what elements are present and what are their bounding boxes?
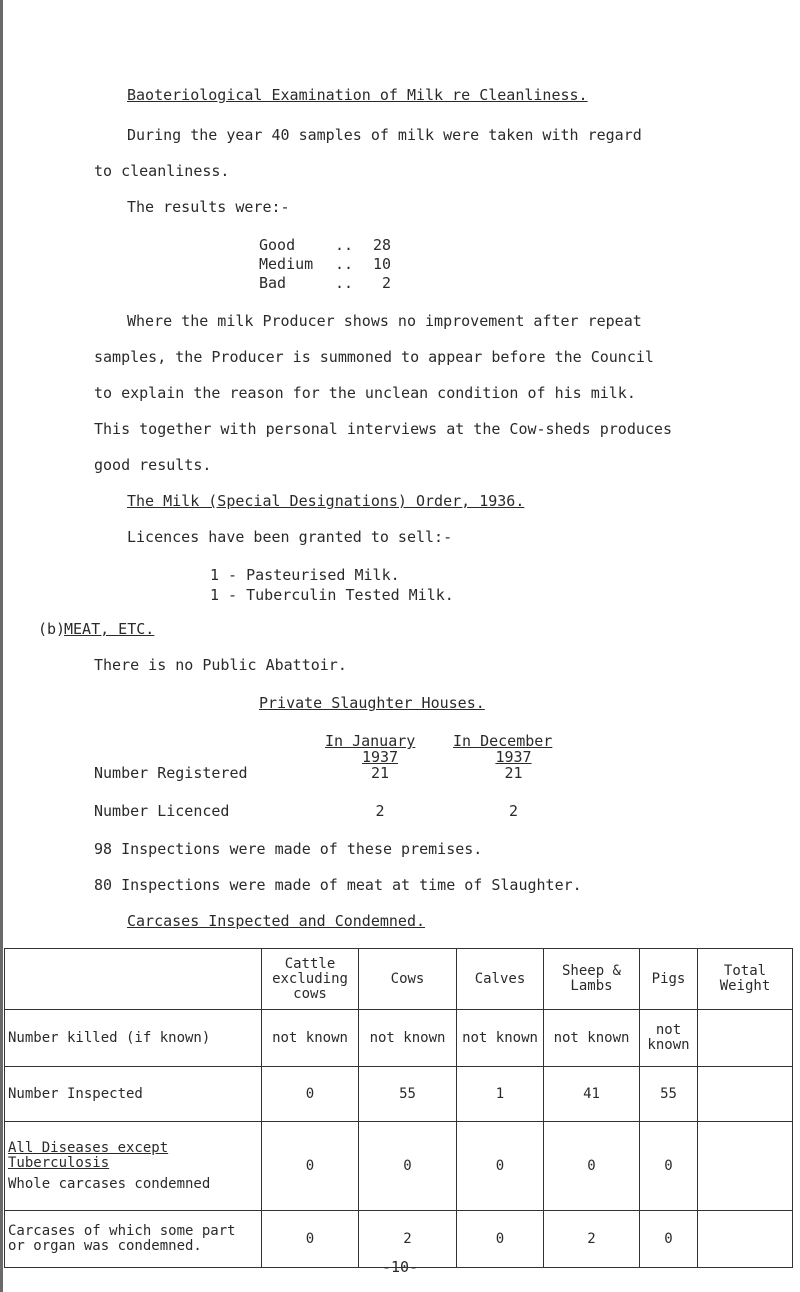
table-header-cell: Total Weight: [698, 949, 793, 1010]
table-cell: [698, 1122, 793, 1211]
results-intro: The results were:-: [127, 198, 290, 216]
table-cell: 0: [457, 1122, 544, 1211]
result-dots: ..: [335, 255, 354, 273]
table-cell: 1: [457, 1067, 544, 1122]
licence-item: 1 - Tuberculin Tested Milk.: [210, 586, 454, 604]
carcases-table: [4, 948, 793, 1268]
registered-january: 21: [370, 764, 390, 782]
row-label: Number Inspected: [5, 1067, 262, 1122]
table-row: [5, 1067, 793, 1122]
table-header-row: [5, 949, 793, 1010]
milk-heading: Baoteriological Examination of Milk re Cleanliness.: [127, 86, 588, 104]
column-heading-december: In December: [453, 732, 553, 750]
table-header-cell: Cows: [359, 949, 457, 1010]
table-header-cell: Calves: [457, 949, 544, 1010]
row-label: Number killed (if known): [5, 1010, 262, 1067]
licenced-december: 2: [508, 802, 519, 820]
table-cell: not known: [544, 1010, 640, 1067]
milk-para2-line: to explain the reason for the unclean condition of his milk.: [94, 384, 636, 402]
section-label: (b): [38, 620, 66, 638]
milk-para1-line1: During the year 40 samples of milk were taken with regard: [127, 126, 642, 144]
inspections-meat: 80 Inspections were made of meat at time of Slaughter.: [94, 876, 582, 894]
licenced-label: Number Licenced: [94, 802, 230, 820]
milk-para1-line2: to cleanliness.: [94, 162, 230, 180]
table-header-cell: Pigs: [640, 949, 698, 1010]
table-cell: 0: [544, 1122, 640, 1211]
table-cell: 2: [359, 1211, 457, 1268]
table-cell: 0: [640, 1211, 698, 1268]
carcases-heading: Carcases Inspected and Condemned.: [127, 912, 426, 930]
milk-para2-line: Where the milk Producer shows no improvement after repeat: [127, 312, 642, 330]
column-heading-january: In January: [325, 732, 416, 750]
column-year-december: 1937: [495, 748, 532, 766]
row-label-detail: Whole carcases condemned: [8, 1175, 211, 1192]
page-edge: [0, 0, 3, 1292]
result-label: Good: [259, 236, 296, 254]
table-cell: 55: [359, 1067, 457, 1122]
table-cell: 55: [640, 1067, 698, 1122]
licence-item: 1 - Pasteurised Milk.: [210, 566, 400, 584]
table-cell: [698, 1010, 793, 1067]
table-header-cell: [5, 949, 262, 1010]
milk-para2-line: This together with personal interviews at the Cow-sheds produces: [94, 420, 672, 438]
table-cell: 0: [262, 1122, 359, 1211]
table-cell: 0: [262, 1211, 359, 1268]
result-value: 10: [373, 255, 392, 273]
licenced-january: 2: [375, 802, 385, 820]
row-label-subheading: All Diseases except Tuberculosis: [8, 1139, 169, 1171]
result-value: 2: [382, 274, 392, 292]
table-cell: 0: [640, 1122, 698, 1211]
table-cell: 0: [457, 1211, 544, 1268]
column-year-january: 1937: [361, 748, 399, 766]
result-label: Bad: [259, 274, 287, 292]
table-row: [5, 1122, 793, 1211]
table-cell: 41: [544, 1067, 640, 1122]
table-cell: [698, 1067, 793, 1122]
licences-intro: Licences have been granted to sell:-: [127, 528, 453, 546]
milk-para2-line: samples, the Producer is summoned to appear before the Council: [94, 348, 654, 366]
table-cell: not known: [359, 1010, 457, 1067]
result-value: 28: [373, 236, 392, 254]
abattoir-text: There is no Public Abattoir.: [94, 656, 347, 674]
milk-para2-line: good results.: [94, 456, 212, 474]
result-dots: ..: [335, 236, 354, 254]
page-number: -10-: [381, 1258, 419, 1276]
table-header-cell: Sheep & Lambs: [544, 949, 640, 1010]
table-cell: 2: [544, 1211, 640, 1268]
result-label: Medium: [259, 255, 314, 273]
section-title: MEAT, ETC.: [64, 620, 155, 638]
table-cell: not known: [640, 1010, 698, 1067]
inspections-premises: 98 Inspections were made of these premises.: [94, 840, 483, 858]
table-cell: 0: [262, 1067, 359, 1122]
row-label: [5, 1122, 262, 1211]
row-label: Carcases of which some part or organ was condemned.: [5, 1211, 262, 1268]
registered-label: Number Registered: [94, 764, 248, 782]
table-row: [5, 1010, 793, 1067]
result-dots: ..: [335, 274, 354, 292]
table-cell: 0: [359, 1122, 457, 1211]
registered-december: 21: [504, 764, 523, 782]
order-heading: The Milk (Special Designations) Order, 1936.: [127, 492, 525, 510]
slaughter-heading: Private Slaughter Houses.: [259, 694, 485, 712]
table-cell: not known: [262, 1010, 359, 1067]
table-cell: not known: [457, 1010, 544, 1067]
table-header-cell: Cattle excluding cows: [262, 949, 359, 1010]
